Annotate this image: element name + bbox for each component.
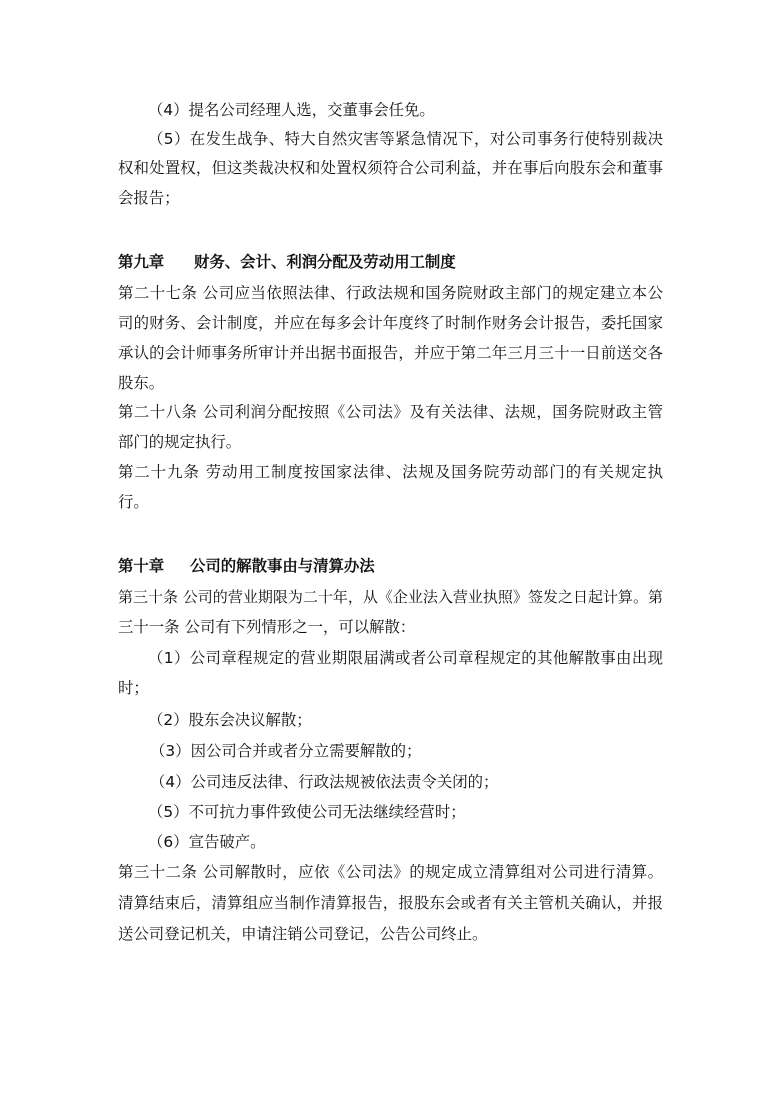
paragraph-line: 送公司登记机关，申请注销公司登记，公告公司终止。 bbox=[118, 925, 488, 943]
paragraph-line: （4）提名公司经理人选，交董事会任免。 bbox=[148, 101, 435, 119]
paragraph-line: 司的财务、会计制度，并应在每多会计年度终了时制作财务会计报告，委托国家 bbox=[118, 314, 663, 332]
paragraph-line: 股东。 bbox=[118, 374, 165, 392]
paragraph-line: 三十一条 公司有下列情形之一，可以解散： bbox=[118, 618, 416, 636]
paragraph-line: 第三十条 公司的营业期限为二十年，从《企业法入营业执照》签发之日起计算。第 bbox=[118, 588, 663, 606]
paragraph-line: （4）公司违反法律、行政法规被依法责令关闭的； bbox=[150, 773, 499, 791]
paragraph-line: （5）不可抗力事件致使公司无法继续经营时； bbox=[148, 803, 466, 821]
chapter-title: 公司的解散事由与清算办法 bbox=[190, 557, 375, 575]
paragraph-line: 第三十二条 公司解散时，应依《公司法》的规定成立清算组对公司进行清算。 bbox=[118, 863, 663, 881]
paragraph-line: （5）在发生战争、特大自然灾害等紧急情况下，对公司事务行使特别裁决 bbox=[148, 130, 663, 148]
paragraph-line: （6）宣告破产。 bbox=[148, 833, 266, 851]
paragraph-line: 行。 bbox=[118, 493, 149, 511]
chapter-number: 第九章 bbox=[118, 253, 165, 271]
chapter-title: 财务、会计、利润分配及劳动用工制度 bbox=[194, 253, 456, 271]
chapter-heading bbox=[118, 252, 456, 272]
paragraph-line: 第二十九条 劳动用工制度按国家法律、法规及国务院劳动部门的有关规定执 bbox=[118, 463, 663, 481]
paragraph-line: 承认的会计师事务所审计并出据书面报告，并应于第二年三月三十一日前送交各 bbox=[118, 344, 663, 362]
paragraph-line: 时； bbox=[118, 679, 149, 697]
paragraph-line: 会报告； bbox=[118, 189, 180, 207]
paragraph-line: 权和处置权，但这类裁决权和处置权须符合公司利益，并在事后向股东会和董事 bbox=[118, 159, 663, 177]
paragraph-line: 第二十八条 公司利润分配按照《公司法》及有关法律、法规，国务院财政主管 bbox=[118, 403, 663, 421]
paragraph-line: （3）因公司合并或者分立需要解散的； bbox=[150, 742, 422, 760]
paragraph-line: 部门的规定执行。 bbox=[118, 433, 242, 451]
paragraph-line: （1）公司章程规定的营业期限届满或者公司章程规定的其他解散事由出现 bbox=[148, 649, 663, 667]
chapter-number: 第十章 bbox=[118, 557, 165, 575]
paragraph-line: 清算结束后，清算组应当制作清算报告，报股东会或者有关主管机关确认，并报 bbox=[118, 894, 663, 912]
paragraph-line: 第二十七条 公司应当依照法律、行政法规和国务院财政主部门的规定建立本公 bbox=[118, 284, 663, 302]
chapter-heading bbox=[118, 556, 375, 576]
paragraph-line: （2）股东会决议解散； bbox=[148, 711, 312, 729]
